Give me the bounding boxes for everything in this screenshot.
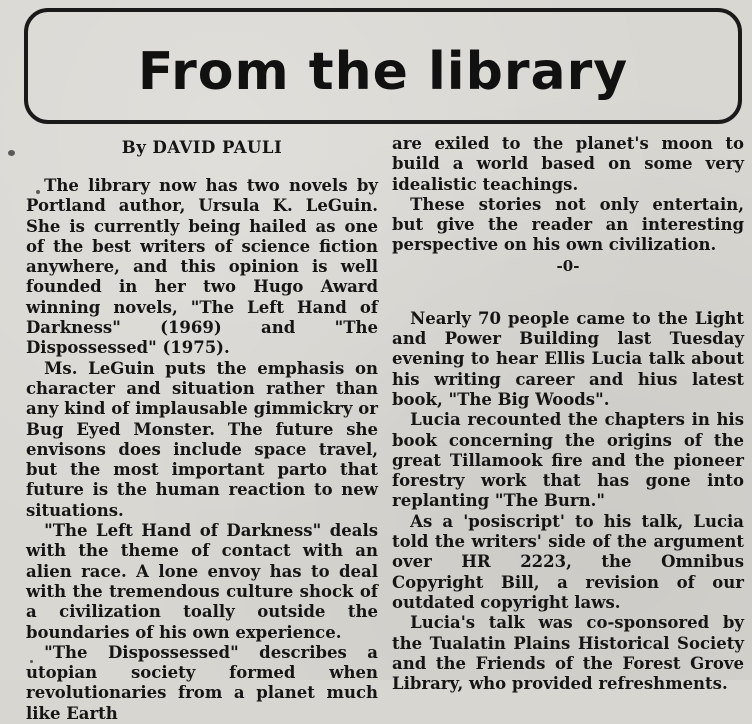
article-column-right: [392, 134, 744, 694]
paragraph: Ms. LeGuin puts the emphasis on character and situation rather than any kind of implausable gimmickry or Bug Eyed Monster. The future she envisons does include space travel, but the most important parto that future is the human reaction to new situations.: [26, 358, 378, 520]
paragraph: Lucia's talk was co-sponsored by the Tualatin Plains Historical Society and the Friends of the Forest Grove Library, who provided refreshments.: [392, 613, 744, 694]
ink-speck: [30, 660, 33, 663]
paragraph: As a 'posiscript' to his talk, Lucia told the writers' side of the argument over HR 2223, the Omnibus Copyright Bill, a revision of our outdated copyright laws.: [392, 511, 744, 612]
paragraph: "The Left Hand of Darkness" deals with the theme of contact with an alien race. A lone envoy has to deal with the tremendous culture shock of a civilization toally outside the boundaries of his own experience.: [26, 521, 378, 642]
section-separator: -0-: [556, 256, 580, 275]
byline: By DAVID PAULI: [121, 138, 283, 157]
paragraph-continued: are exiled to the planet's moon to build a world based on some very idealistic teachings.: [392, 134, 744, 194]
paragraph: "The Dispossessed" describes a utopian society formed when revolutionaries from a planet much like Earth: [26, 642, 378, 723]
paragraph: The library now has two novels by Portland author, Ursula K. LeGuin. She is currently being hailed as one of the best writers of science fiction anywhere, and this opinion is well founded in her two Hugo Award winning novels, "The Left Hand of Darkness" (1969) and "The Dispossessed" (1975).: [26, 176, 378, 358]
ink-speck: [8, 150, 15, 156]
headline-banner: [24, 8, 742, 124]
paragraph: Nearly 70 people came to the Light and Power Building last Tuesday evening to hear Ellis Lucia talk about his writing career and hius latest book, "The Big Woods".: [392, 308, 744, 409]
paragraph: These stories not only entertain, but give the reader an interesting perspective on his own civilization.: [392, 194, 744, 255]
paragraph: Lucia recounted the chapters in his book concerning the origins of the great Tillamook fire and the pioneer forestry work that has gone into replanting "The Burn.": [392, 410, 744, 511]
article-column-left: [26, 138, 378, 724]
headline: From the library: [137, 42, 629, 102]
ink-speck: [36, 190, 40, 194]
